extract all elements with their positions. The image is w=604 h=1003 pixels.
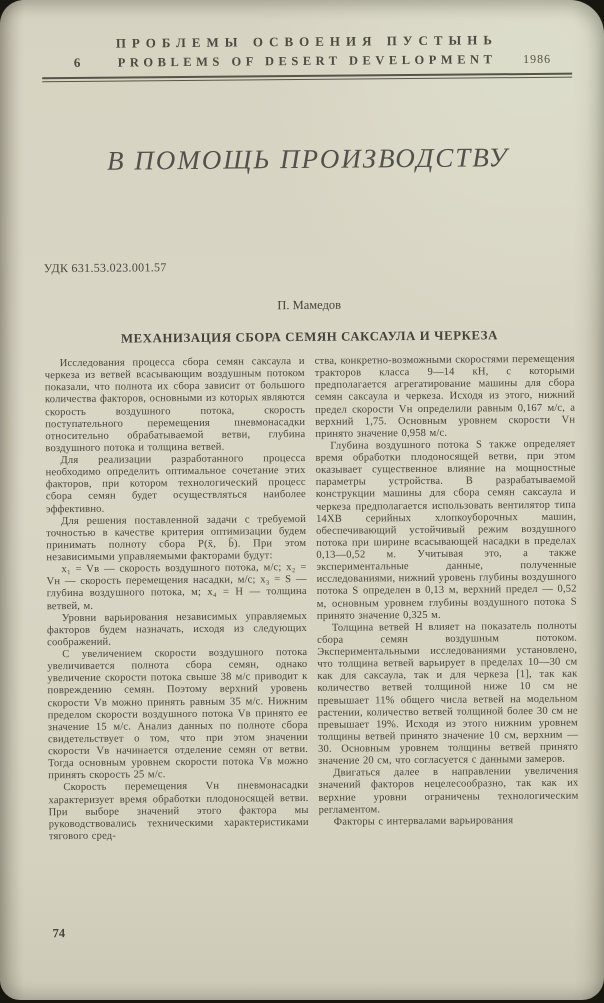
masthead-row xyxy=(42,51,572,72)
article-paragraph: С увеличением скорости воздушного потока увеличивается полнота сбора семян, однако увеличение скорости потока свыше 38 м/с приводит к повреждению семян. Поэтому верхний уровень скорости Vв можно принять равным 35 м/с. Нижним пределом скорости воздушного потока Vв принято ее значение 15 м/с. Анализ данных по полноте сбора свидетельствует о том, что при этом значении скорости Vв начинается отделение семян от ветви. Тогда основным уровнем скорости потока Vв можно принять скорость 25 м/с. xyxy=(47,647,308,783)
publication-year: 1986 xyxy=(502,52,572,68)
journal-masthead xyxy=(42,32,572,83)
section-title: В ПОМОЩЬ ПРОИЗВОДСТВУ xyxy=(43,142,573,178)
udc-code: УДК 631.53.023.001.57 xyxy=(44,257,574,277)
article-paragraph: Для реализации разработанного процесса необходимо определить оптимальное сочетание этих факторов, при котором технологический процесс сбора семян будет осуществляться наиболее эффективно. xyxy=(45,453,306,516)
journal-title-russian: ПРОБЛЕМЫ ОСВОЕНИЯ ПУСТЫНЬ xyxy=(42,32,572,53)
issue-number: 6 xyxy=(42,55,112,72)
article-paragraph: Толщина ветвей Н влияет на показатель полноты сбора семян воздушным потоком. Экспериментальными исследованиями установлено, что толщина ветвей варьирует в пределах 10—30 см как для саксаула, так и для черкеза [1], так как количество ветвей толщиной ниже 10 см не превышает 11% общего числа ветвей на модельном растении, количество ветвей толщиной более 30 см не превышает 19%. Исходя из этого нижним уровнем толщины ветвей принято значение 10 см, верхним — 30. Основным уровнем толщины ветвей принято значение 20 см, что согласуется с данными замеров. xyxy=(317,620,578,768)
article-author: П. Мамедов xyxy=(44,296,574,316)
journal-title-english: PROBLEMS OF DESERT DEVELOPMENT xyxy=(112,52,502,70)
header-double-rule xyxy=(42,73,572,83)
article-paragraph: Глубина воздушного потока S также определяет время обработки плодоносящей ветви, при этом оказывает существенное влияние на мощностные параметры устройства. В разрабатываемой конструкции машины для сбора семян саксаула и черкеза предполагается использовать вентилятор типа 14ХВ серийных хлопкоуборочных машин, обеспечивающий устойчивый режим воздушного потока при ширине всасывающей насадки в пределах 0,13—0,52 м. Учитывая это, а также экспериментальные данные, полученные исследованиями, нижний уровень глубины воздушного потока S определен в 0,13 м, верхний предел — 0,52 м, основным уровнем глубины воздушного потока S принято значение 0,325 м. xyxy=(315,438,577,622)
article-paragraph: Факторы с интервалами варьирования xyxy=(319,814,579,828)
article-body xyxy=(45,354,580,921)
article-title: МЕХАНИЗАЦИЯ СБОРА СЕМЯН САКСАУЛА И ЧЕРКЕЗА xyxy=(44,328,574,348)
right-column xyxy=(315,354,580,918)
article-paragraph: ства, конкретно-возможными скоростями перемещения тракторов класса 9—14 кН, с которыми предполагается агрегатирование машины для сбора семян саксаула и черкеза. Исходя из этого, нижний предел скорости Vн определили равным 0,167 м/с, а верхний 1,75. Основным уровнем скорости Vн принято значение 0,958 м/с. xyxy=(315,354,576,441)
article-paragraph: x₁ = Vв — скорость воздушного потока, м/с; x₂ = Vн — скорость перемещения насадки, м/с; x₃ = S — глубина воздушного потока, м; x₄ = H — толщина ветвей, м. xyxy=(46,562,306,613)
article-paragraph: Скорость перемещения Vн пневмонасадки характеризует время обработки плодоносящей ветви. При выборе значений этого фактора мы руководствовались техническими характеристиками тягового сред- xyxy=(48,780,309,843)
article-paragraph: Уровни варьирования независимых управляемых факторов будем назначать, исходя из следующих соображений. xyxy=(47,611,307,650)
page-number: 74 xyxy=(53,926,66,941)
left-column xyxy=(45,356,310,920)
article-paragraph: Двигаться далее в направлении увеличения значений факторов нецелесообразно, так как их верхние уровни ограничены технологическим регламентом. xyxy=(318,766,578,817)
article-paragraph: Исследования процесса сбора семян саксаула и черкеза из ветвей всасывающим воздушным потоком показали, что полнота их сбора зависит от большого количества факторов, основными из которых являются скорость воздушного потока, скорость поступательного перемещения пневмонасадки относительно обрабатываемой ветви, глубина воздушного потока и толщина ветвей. xyxy=(45,356,306,455)
article-paragraph: Для решения поставленной задачи с требуемой точностью в качестве критерия оптимизации будем принимать полноту сбора P(x̄, b̄). При этом независимыми управляемыми факторами будут: xyxy=(46,514,306,565)
